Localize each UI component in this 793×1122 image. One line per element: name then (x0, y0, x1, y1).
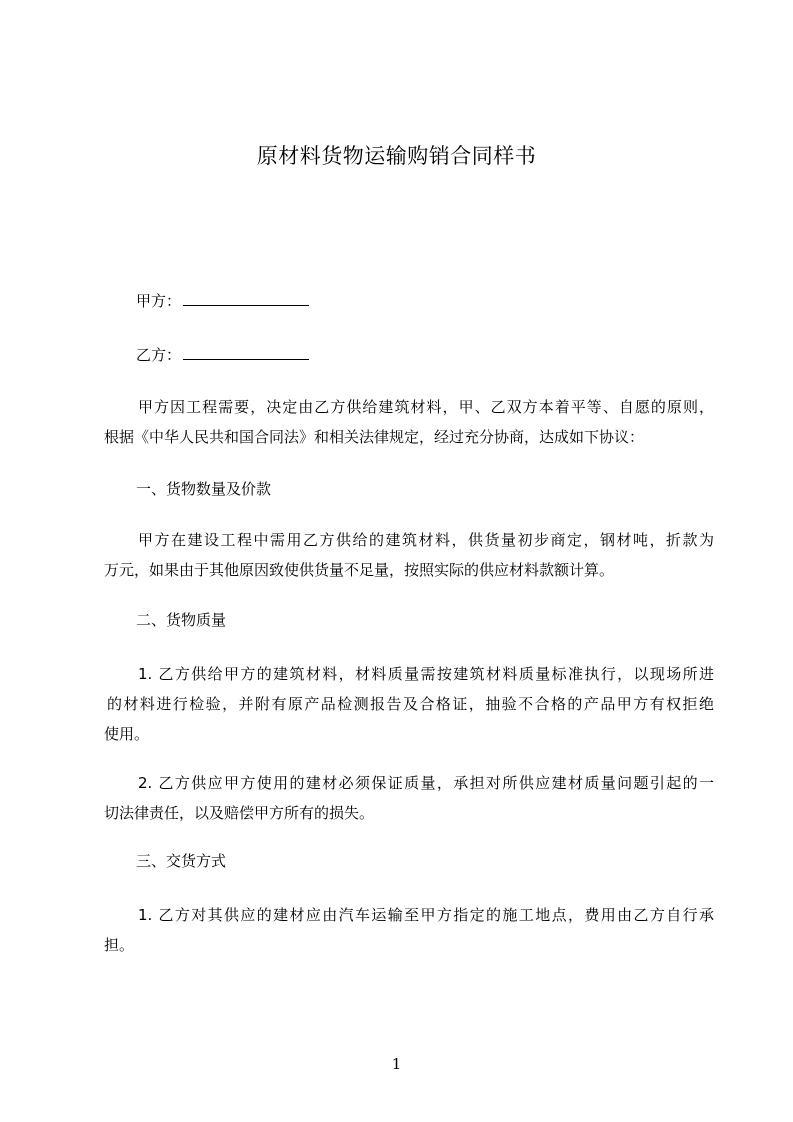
section-2-p2-line-1: 2. 乙方供应甲方使用的建材必须保证质量，承担对所供应建材质量问题引起的一 (138, 774, 714, 792)
section-2-heading: 二、货物质量 (136, 611, 227, 629)
party-a-line (136, 290, 309, 312)
party-b-blank (183, 345, 309, 360)
section-3-line-2: 担。 (104, 936, 135, 954)
section-1-line-2: 万元，如果由于其他原因致使供货量不足量，按照实际的供应材料款额计算。 (104, 561, 615, 579)
party-a-label: 甲方： (136, 292, 182, 310)
party-b-line (136, 344, 309, 366)
section-2-p2-line-2: 切法律责任，以及赔偿甲方所有的损失。 (104, 804, 375, 822)
section-2-p1-line-2: 的材料进行检验，并附有原产品检测报告及合格证，抽验不合格的产品甲方有权拒绝 (107, 695, 714, 713)
section-2-p1-line-1: 1. 乙方供给甲方的建筑材料，材料质量需按建筑材料质量标准执行，以现场所进 (138, 665, 714, 683)
preamble-paragraph (104, 392, 714, 452)
page-number: 1 (391, 1055, 402, 1073)
section-3-paragraph (104, 900, 714, 960)
section-2-p1-line-3: 使用。 (104, 725, 150, 743)
section-3-heading: 三、交货方式 (136, 852, 227, 870)
party-b-label: 乙方： (136, 346, 182, 364)
document-title: 原材料货物运输购销合同样书 (256, 144, 537, 168)
section-3-line-1: 1. 乙方对其供应的建材应由汽车运输至甲方指定的施工地点，费用由乙方自行承 (138, 906, 714, 924)
preamble-line-1: 甲方因工程需要，决定由乙方供给建筑材料，甲、乙双方本着平等、自愿的原则， (138, 398, 714, 416)
section-2-paragraph-1 (104, 659, 714, 749)
section-1-line-1: 甲方在建设工程中需用乙方供给的建筑材料，供货量初步商定，钢材吨，折款为 (138, 531, 714, 549)
section-1-paragraph (104, 525, 714, 585)
section-2-paragraph-2 (104, 768, 714, 828)
section-1-heading: 一、货物数量及价款 (136, 480, 272, 498)
preamble-line-2: 根据《中华人民共和国合同法》和相关法律规定，经过充分协商，达成如下协议： (104, 428, 645, 446)
party-a-blank (183, 291, 309, 306)
